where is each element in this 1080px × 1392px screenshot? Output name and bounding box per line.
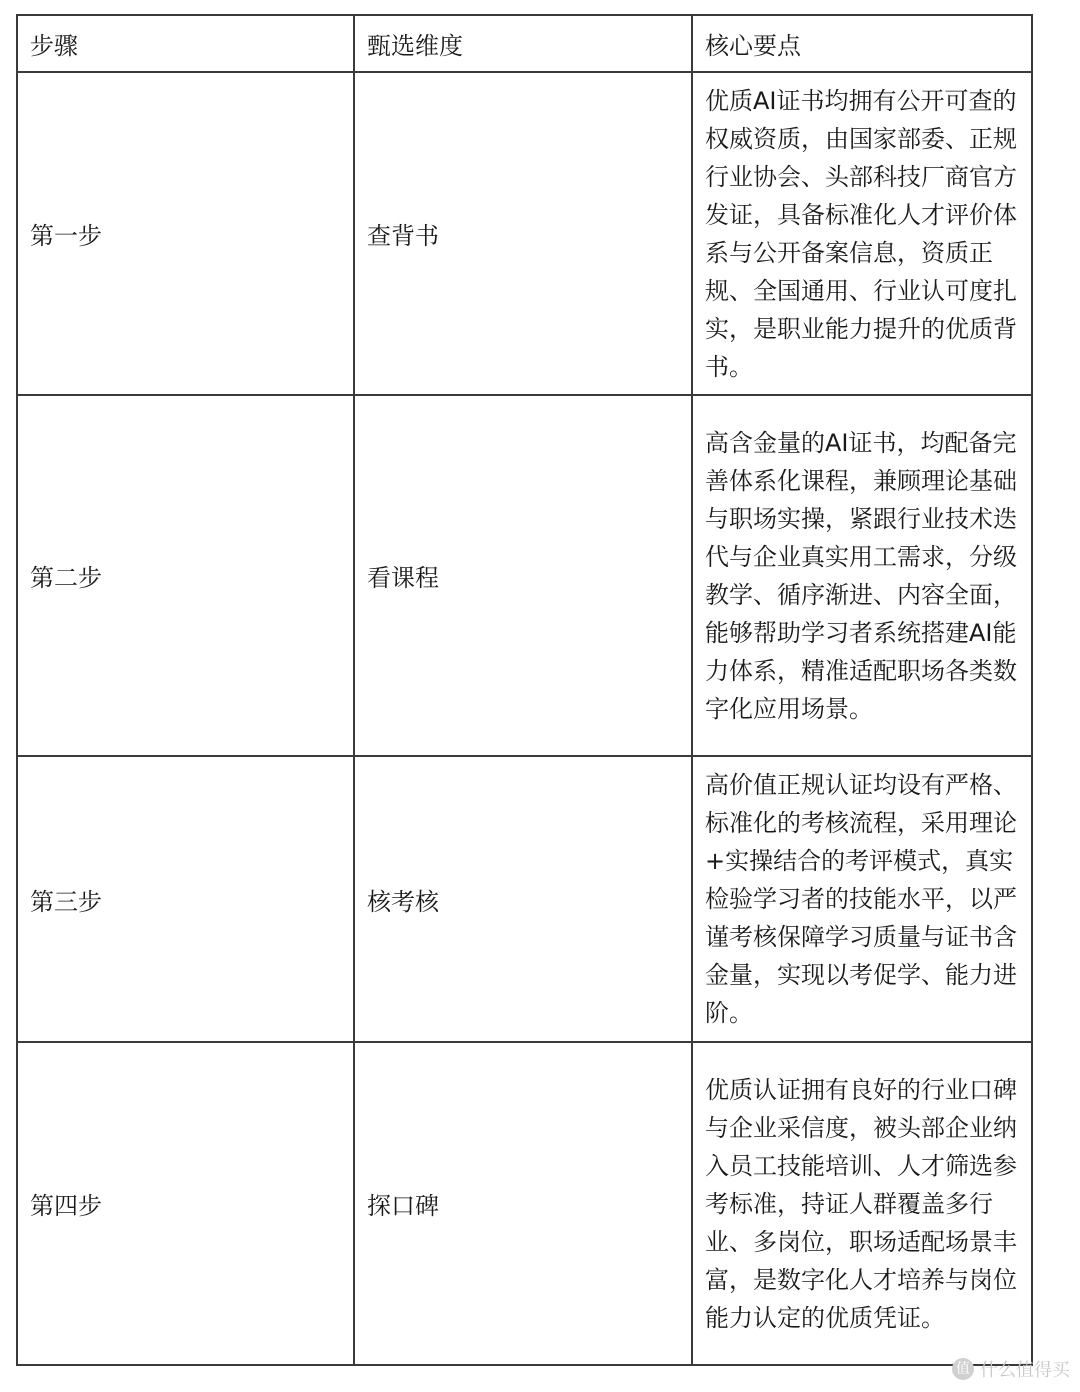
dimension-cell: 核考核 (354, 756, 692, 1042)
step-cell: 第二步 (17, 395, 354, 756)
watermark (952, 1356, 1070, 1382)
table-row (17, 756, 1032, 1042)
step-cell: 第三步 (17, 756, 354, 1042)
zhi-icon: 值 (952, 1358, 974, 1380)
dimension-cell: 看课程 (354, 395, 692, 756)
watermark-text: 什么值得买 (980, 1360, 1070, 1381)
step-cell: 第四步 (17, 1042, 354, 1365)
key-point-cell: 优质AI证书均拥有公开可查的权威资质，由国家部委、正规行业协会、头部科技厂商官方发证，具备标准化人才评价体系与公开备案信息，资质正规、全国通用、行业认可度扎实，是职业能力提升的优质背书。 (692, 72, 1032, 395)
table-row (17, 72, 1032, 395)
table-header-row (17, 15, 1032, 72)
step-cell: 第一步 (17, 72, 354, 395)
dimension-cell: 探口碑 (354, 1042, 692, 1365)
selection-steps-table (16, 14, 1033, 1366)
table-row (17, 395, 1032, 756)
dimension-cell: 查背书 (354, 72, 692, 395)
table-row (17, 1042, 1032, 1365)
header-step: 步骤 (17, 15, 354, 72)
key-point-cell: 优质认证拥有良好的行业口碑与企业采信度，被头部企业纳入员工技能培训、人才筛选参考标准，持证人群覆盖多行业、多岗位，职场适配场景丰富，是数字化人才培养与岗位能力认定的优质凭证。 (692, 1042, 1032, 1365)
header-dimension: 甄选维度 (354, 15, 692, 72)
key-point-cell: 高含金量的AI证书，均配备完善体系化课程，兼顾理论基础与职场实操，紧跟行业技术迭代与企业真实用工需求，分级教学、循序渐进、内容全面，能够帮助学习者系统搭建AI能力体系，精准适配职场各类数字化应用场景。 (692, 395, 1032, 756)
header-key-points: 核心要点 (692, 15, 1032, 72)
key-point-cell: 高价值正规认证均设有严格、标准化的考核流程，采用理论+实操结合的考评模式，真实检验学习者的技能水平，以严谨考核保障学习质量与证书含金量，实现以考促学、能力进阶。 (692, 756, 1032, 1042)
